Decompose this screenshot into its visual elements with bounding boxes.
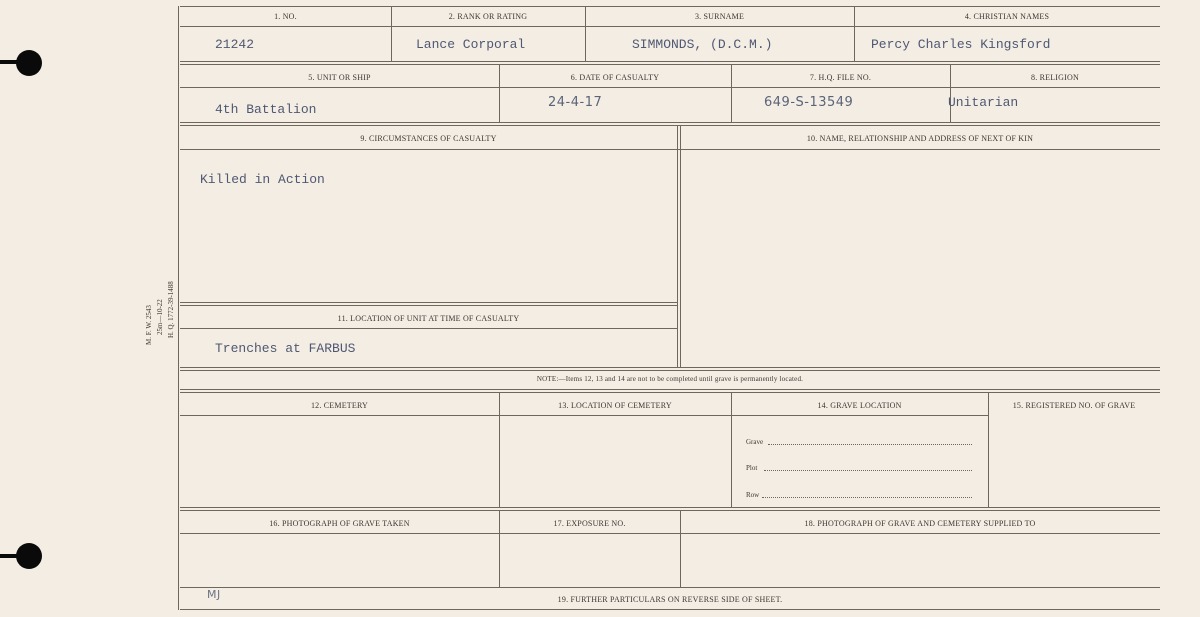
header-rank: 2. RANK OR RATING (448, 12, 528, 21)
header-circumstances: 9. CIRCUMSTANCES OF CASUALTY (360, 134, 497, 143)
value-date-of-casualty: 24-4-17 (548, 95, 603, 110)
header-photograph-taken: 16. PHOTOGRAPH OF GRAVE TAKEN (269, 519, 410, 528)
header-hq-file-no: 7. H.Q. FILE NO. (809, 73, 872, 82)
note-text: NOTE:—Items 12, 13 and 14 are not to be completed until grave is permanently located. (536, 375, 804, 383)
rule-location-header (180, 328, 678, 329)
value-number: 21242 (215, 37, 255, 52)
header-next-of-kin: 10. NAME, RELATIONSHIP AND ADDRESS OF NEXT OF KIN (806, 134, 1034, 143)
value-initials: MJ (207, 588, 221, 601)
value-hq-file-no: 649-S-13549 (764, 95, 854, 110)
rule-row4-top (180, 389, 1160, 393)
rule-row2-bottom (180, 122, 1160, 126)
divider-12-13 (499, 393, 500, 508)
header-religion: 8. RELIGION (1031, 73, 1079, 82)
rule-circumstances-bottom (180, 302, 678, 306)
binder-hole-bottom (16, 543, 42, 569)
label-plot: Plot (746, 464, 758, 472)
row-line (762, 497, 972, 498)
value-unit: 4th Battalion (215, 102, 317, 117)
header-further-particulars: 19. FURTHER PARTICULARS ON REVERSE SIDE OF SHEET. (557, 595, 783, 604)
header-number: 1. NO. (274, 12, 297, 21)
form-code-line-1: M. F. W. 2543 (145, 305, 153, 345)
rule-row2-header (180, 87, 1160, 88)
header-cemetery: 12. CEMETERY (310, 401, 369, 410)
header-unit: 5. UNIT OR SHIP (308, 73, 371, 82)
value-religion: Unitarian (948, 95, 1019, 110)
binder-hole-top (16, 50, 42, 76)
rule-row1-bottom (180, 61, 1160, 65)
header-date-of-casualty: 6. DATE OF CASUALTY (570, 73, 660, 82)
header-surname: 3. SURNAME (694, 12, 745, 21)
header-grave-location: 14. GRAVE LOCATION (817, 401, 902, 410)
header-registered-no: 15. REGISTERED NO. OF GRAVE (1012, 401, 1136, 410)
rule-row4-header (180, 415, 988, 416)
value-christian-names: Percy Charles Kingsford (871, 37, 1051, 52)
value-location-of-unit: Trenches at FARBUS (215, 341, 356, 356)
value-circumstances: Killed in Action (200, 172, 325, 187)
rule-row1-top (180, 6, 1160, 7)
rule-row5-header (180, 533, 1160, 534)
value-rank: Lance Corporal (416, 37, 526, 52)
grave-line (768, 444, 972, 445)
rule-row5-bottom (180, 587, 1160, 588)
form-code-line-3: H. Q. 1772-39-1488 (167, 281, 175, 338)
divider-9-10b (680, 126, 681, 368)
rule-row1-header (180, 26, 1160, 27)
divider-9-10a (677, 126, 678, 368)
left-margin-rule (178, 6, 179, 610)
header-christian-names: 4. CHRISTIAN NAMES (964, 12, 1050, 21)
rule-row3-header (180, 149, 1160, 150)
divider-14-15 (988, 393, 989, 508)
form-code-line-2: 25m—10-22 (156, 299, 164, 335)
header-exposure-no: 17. EXPOSURE NO. (553, 519, 626, 528)
plot-line (764, 470, 972, 471)
rule-row3-bottom (180, 367, 1160, 371)
header-location-of-cemetery: 13. LOCATION OF CEMETERY (558, 401, 672, 410)
header-photograph-supplied: 18. PHOTOGRAPH OF GRAVE AND CEMETERY SUPPLIED TO (804, 519, 1036, 528)
rule-bottom (180, 609, 1160, 610)
rule-row4-bottom (180, 507, 1160, 511)
header-location-of-unit: 11. LOCATION OF UNIT AT TIME OF CASUALTY (337, 314, 520, 323)
divider-13-14 (731, 393, 732, 508)
value-surname: SIMMONDS, (D.C.M.) (632, 37, 773, 52)
label-row: Row (746, 491, 760, 499)
label-grave: Grave (746, 438, 764, 446)
